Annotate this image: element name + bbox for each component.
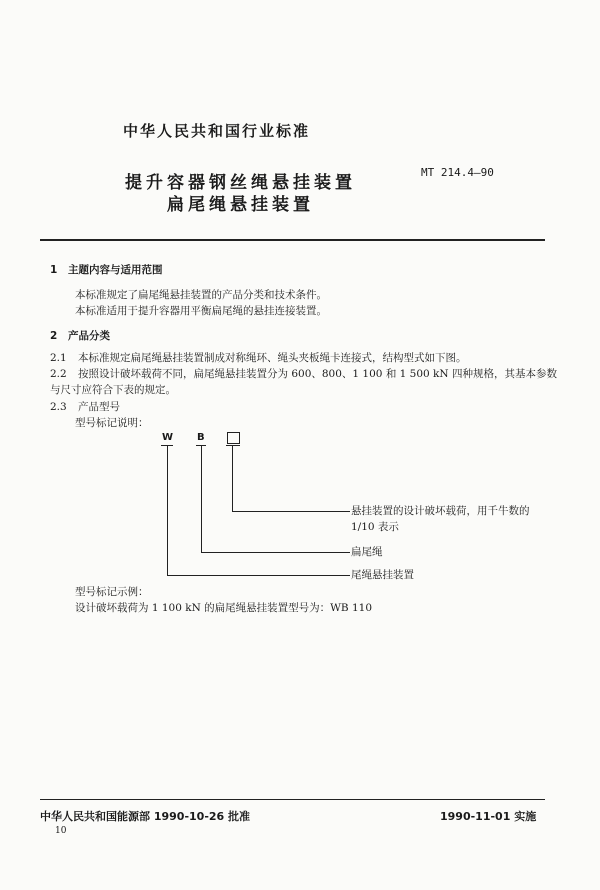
clause-num: 2.1 <box>50 352 67 364</box>
clause-text: 与尺寸应符合下表的规定。 <box>50 384 176 396</box>
example-text: 设计破坏载荷为 1 100 kN 的扁尾绳悬挂装置型号为：WB 110 <box>75 602 373 614</box>
standard-code: MT 214.4—90 <box>421 166 494 179</box>
section-1-num: 1 <box>50 264 58 276</box>
implementation-date: 1990-11-01 实施 <box>440 810 537 823</box>
leader-line <box>167 575 350 576</box>
clause-num: 2.3 <box>50 401 67 413</box>
section-2-num: 2 <box>50 330 58 342</box>
label-box: 悬挂装置的设计破坏载荷，用千牛数的 <box>351 505 530 517</box>
code-letter-w: W <box>162 432 174 443</box>
approval-note: 中华人民共和国能源部 1990-10-26 批准 <box>40 810 251 823</box>
paragraph: 本标准适用于提升容器用平衡扁尾绳的悬挂连接装置。 <box>75 305 327 317</box>
header-rule <box>40 239 545 241</box>
code-letter-b: B <box>197 432 205 443</box>
leader-line <box>232 445 233 512</box>
underline <box>226 445 240 446</box>
clause-num: 2.2 <box>50 368 67 380</box>
doc-title-line2: 扁尾绳悬挂装置 <box>167 195 314 215</box>
clause-text: 产品型号 <box>78 401 120 413</box>
page-number: 10 <box>55 826 67 836</box>
leader-line <box>232 511 350 512</box>
leader-line <box>201 552 350 553</box>
label-b: 扁尾绳 <box>351 546 383 558</box>
example-label: 型号标记示例： <box>75 586 149 598</box>
clause-text: 本标准规定扁尾绳悬挂装置制成对称绳环、绳头夹板绳卡连接式，结构型式如下图。 <box>78 352 467 364</box>
paragraph: 本标准规定了扁尾绳悬挂装置的产品分类和技术条件。 <box>75 289 327 301</box>
section-2-title: 产品分类 <box>68 330 110 342</box>
leader-line <box>201 445 202 553</box>
leader-line <box>167 445 168 576</box>
code-placeholder-box <box>227 432 240 444</box>
clause-text: 按照设计破坏载荷不同，扁尾绳悬挂装置分为 600、800、1 100 和 1 500 kN 四种规格，其基本参数 <box>78 368 557 380</box>
label-box-cont: 1/10 表示 <box>351 521 399 533</box>
label-w: 尾绳悬挂装置 <box>351 569 414 581</box>
model-desc-label: 型号标记说明： <box>75 417 149 429</box>
doc-title-line1: 提升容器钢丝绳悬挂装置 <box>125 173 356 193</box>
section-1-title: 主题内容与适用范围 <box>68 264 163 276</box>
org-title: 中华人民共和国行业标准 <box>123 122 311 140</box>
footer-rule <box>40 799 545 800</box>
